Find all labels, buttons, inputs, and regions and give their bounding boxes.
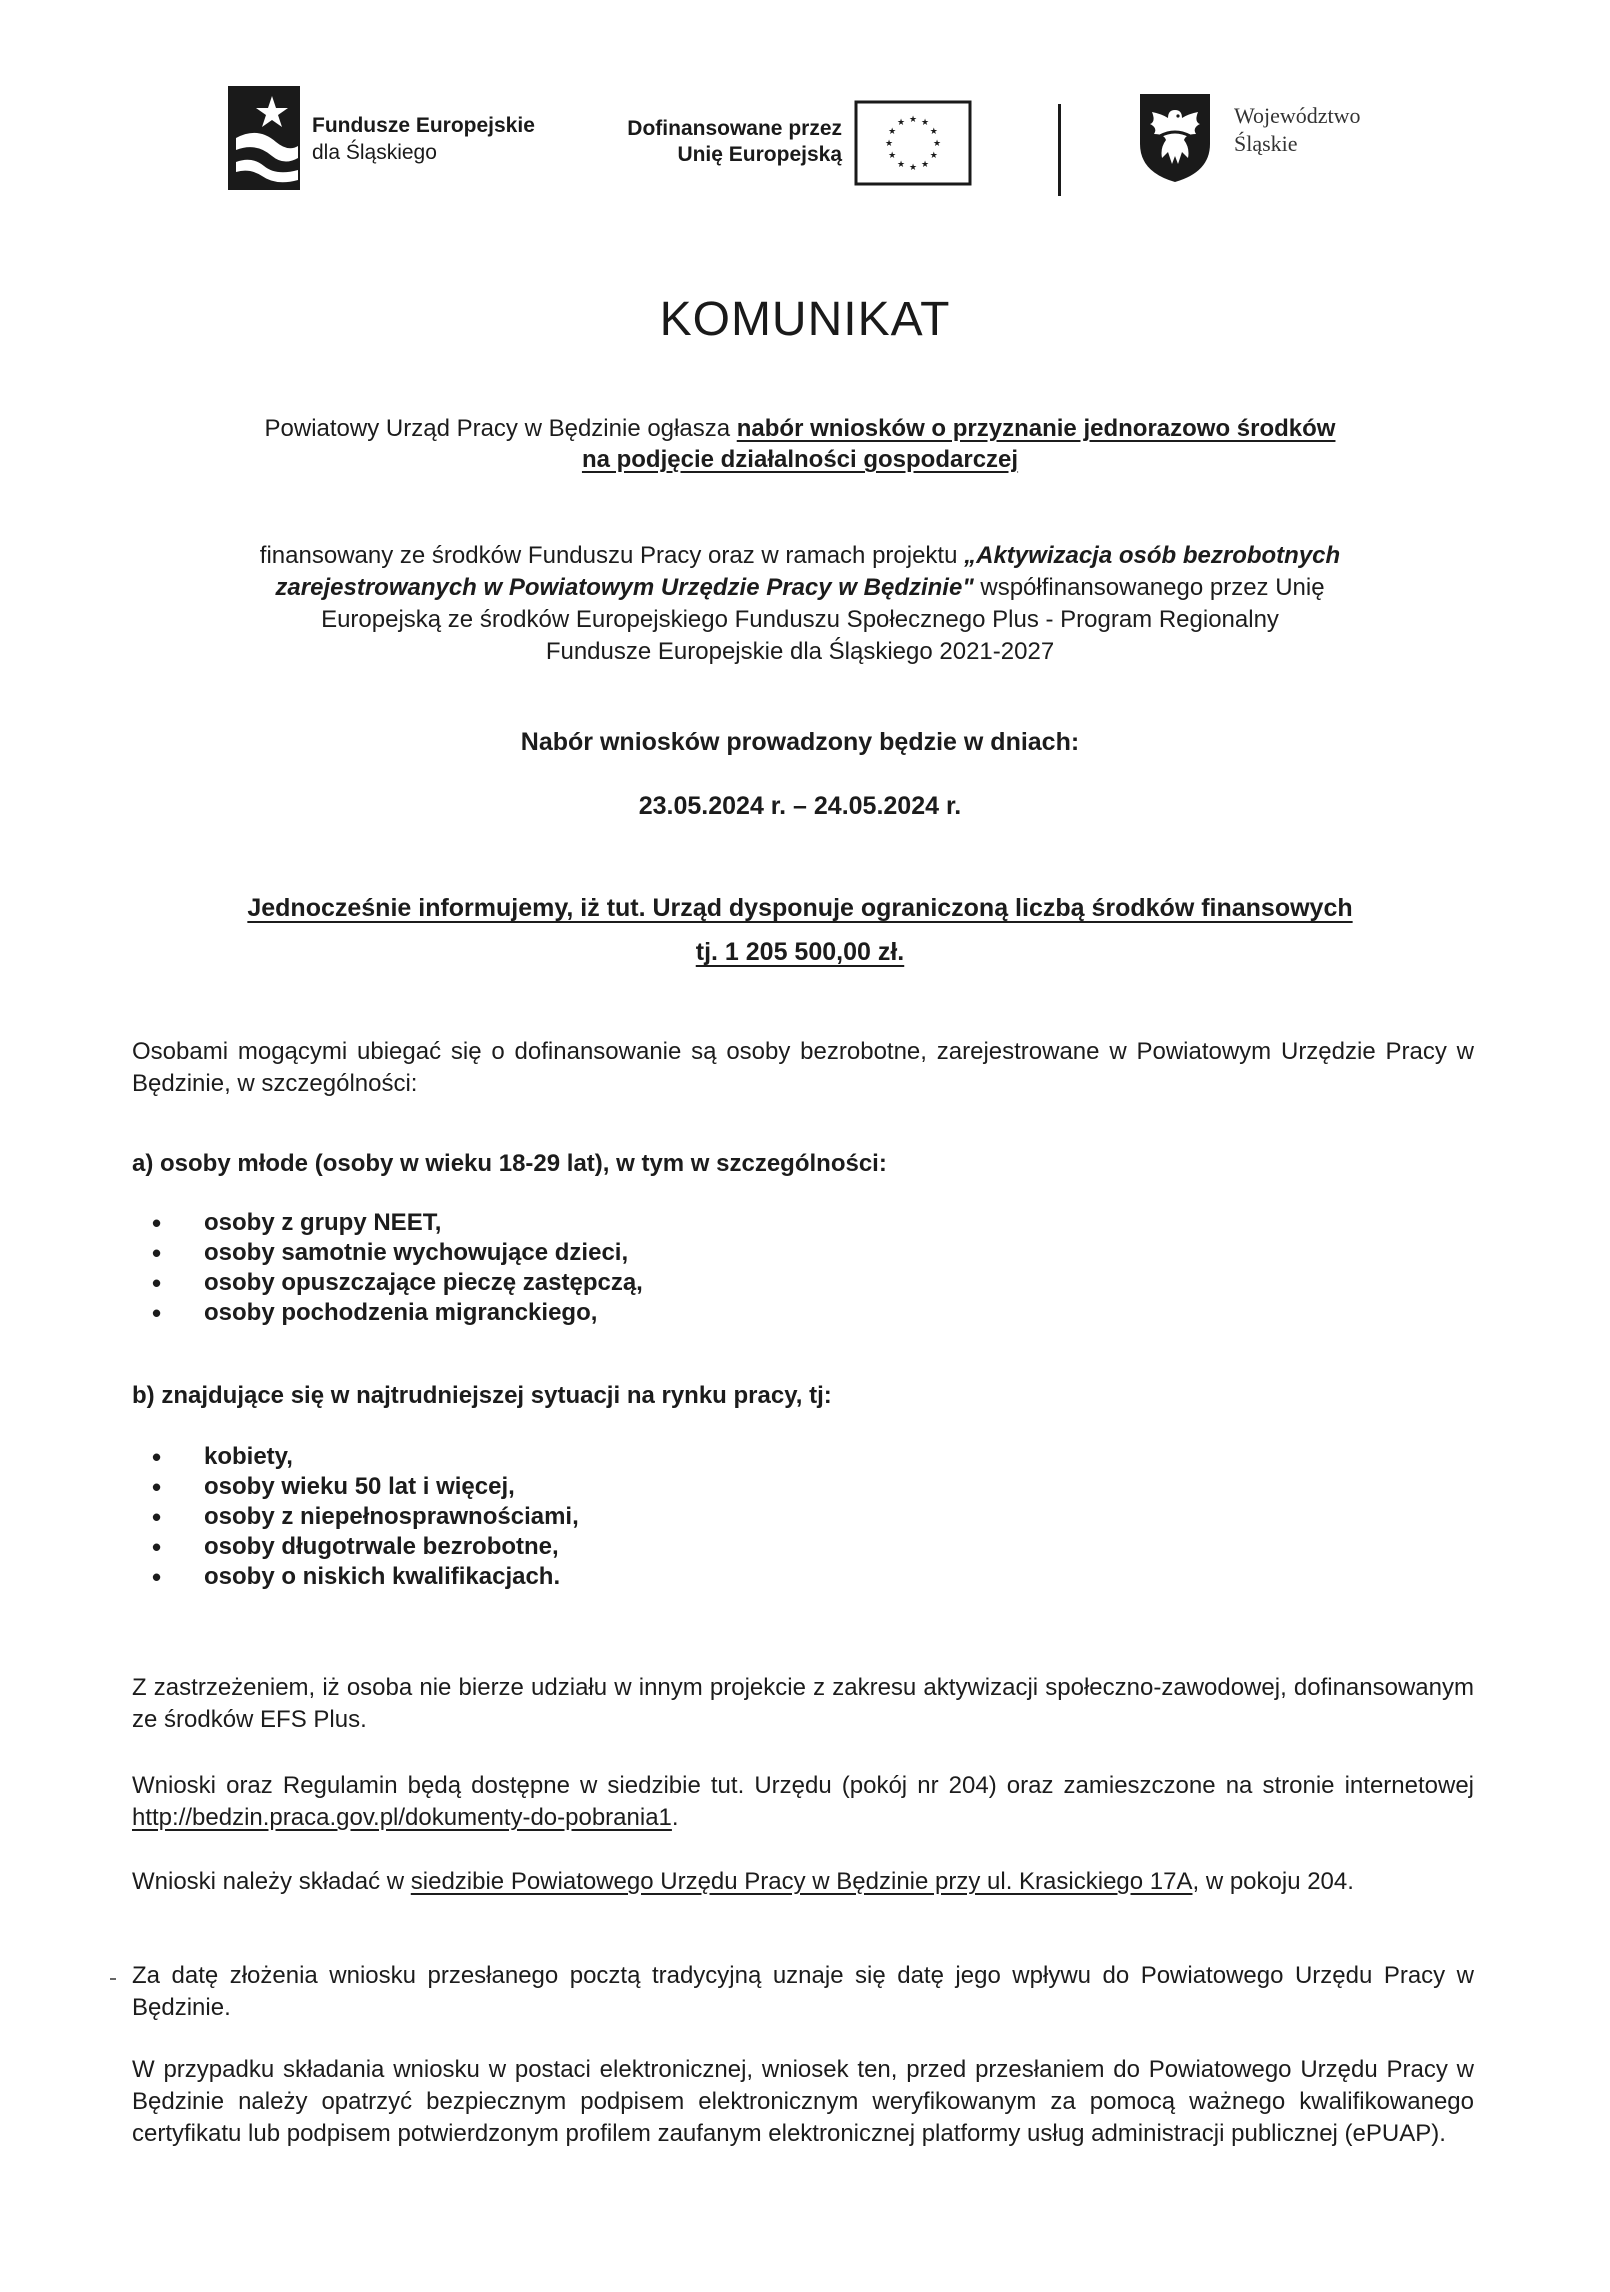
fe-star-logo-icon bbox=[228, 86, 300, 190]
eu-star-icon: ★ bbox=[888, 150, 897, 160]
eu-star-icon: ★ bbox=[929, 150, 938, 160]
list-item: • osoby pochodzenia migranckiego, bbox=[132, 1298, 643, 1328]
ue-line-1: Dofinansowane przez bbox=[627, 117, 842, 140]
eu-star-icon: ★ bbox=[884, 138, 894, 148]
project-name-1: „Aktywizacja osób bezrobotnych bbox=[964, 542, 1341, 569]
eu-star-icon: ★ bbox=[932, 138, 942, 148]
electronic-paragraph: W przypadku składania wniosku w postaci elektronicznej, wniosek ten, przed przesłaniem do Powiatowego Urzędu Pracy w Będzinie należy opatrzyć bezpiecznym podpisem elektronicznym weryfikowanym za pomocą ważnego kwalifikowanego certyfikatu lub podpisem potwierdzonym profilem zaufanym elektronicznej platformy usług administracji publicznej (ePUAP). bbox=[132, 2056, 1474, 2147]
funds-notice bbox=[130, 886, 1470, 974]
ue-logo-text bbox=[598, 116, 842, 168]
eu-star-icon: ★ bbox=[896, 117, 906, 128]
eu-star-icon: ★ bbox=[908, 114, 918, 124]
woj-logo-text bbox=[1234, 102, 1361, 158]
availability-lead: Wnioski oraz Regulamin będą dostępne w siedzibie tut. Urzędu (pokój nr 204) oraz zamieszczone na stronie internetowej bbox=[132, 1772, 1474, 1799]
financing-line-4: Fundusze Europejskie dla Śląskiego 2021-2027 bbox=[545, 638, 1055, 665]
list-item: • osoby wieku 50 lat i więcej, bbox=[132, 1472, 579, 1502]
project-name-2: zarejestrowanych w Powiatowym Urzędzie Pracy w Będzinie" bbox=[275, 574, 974, 601]
submission-tail: , w pokoju 204. bbox=[1192, 1868, 1354, 1895]
group-b-heading: b) znajdujące się w najtrudniejszej sytuacji na rynku pracy, tj: bbox=[132, 1382, 832, 1409]
eu-star-icon: ★ bbox=[896, 158, 906, 169]
list-item: • osoby samotnie wychowujące dzieci, bbox=[132, 1238, 643, 1268]
financing-line-3: Europejską ze środków Europejskiego Funduszu Społecznego Plus - Program Regionalny bbox=[321, 606, 1279, 633]
funds-line-2: tj. 1 205 500,00 zł. bbox=[695, 938, 905, 966]
scan-mark bbox=[110, 1978, 116, 1980]
header-divider bbox=[1058, 104, 1061, 196]
list-item: • osoby o niskich kwalifikacjach. bbox=[132, 1562, 579, 1592]
financing-part-1: finansowany ze środków Funduszu Pracy oraz w ramach projektu bbox=[259, 542, 965, 569]
list-item: • kobiety, bbox=[132, 1442, 579, 1472]
list-item: • osoby długotrwale bezrobotne, bbox=[132, 1532, 579, 1562]
group-b-list bbox=[132, 1442, 579, 1592]
eu-flag-icon bbox=[854, 100, 972, 186]
list-item: • osoby z niepełnosprawnościami, bbox=[132, 1502, 579, 1532]
woj-line-1: Województwo bbox=[1234, 103, 1361, 128]
financing-paragraph bbox=[130, 540, 1470, 668]
financing-part-2: współfinansowanego przez Unię bbox=[973, 574, 1325, 601]
woj-line-2: Śląskie bbox=[1234, 131, 1298, 156]
eu-star-icon: ★ bbox=[888, 126, 897, 136]
fe-line-1: Fundusze Europejskie bbox=[312, 114, 535, 137]
header-logos bbox=[228, 86, 1398, 196]
intro-highlight-2: na podjęcie działalności gospodarczej bbox=[581, 446, 1019, 473]
intro-highlight-1: nabór wniosków o przyznanie jednorazowo środków bbox=[736, 415, 1336, 442]
submission-paragraph bbox=[132, 1866, 1474, 1898]
fe-logo-text bbox=[312, 112, 535, 166]
recruitment-heading: Nabór wniosków prowadzony będzie w dniach: bbox=[520, 728, 1080, 756]
recruitment-dates: 23.05.2024 r. – 24.05.2024 r. bbox=[638, 792, 962, 820]
documents-link[interactable]: http://bedzin.praca.gov.pl/dokumenty-do-pobrania1 bbox=[132, 1804, 672, 1831]
eu-star-icon: ★ bbox=[920, 158, 930, 169]
intro-paragraph bbox=[130, 413, 1470, 475]
intro-lead: Powiatowy Urząd Pracy w Będzinie ogłasza bbox=[264, 415, 737, 442]
group-a-heading: a) osoby młode (osoby w wieku 18-29 lat), w tym w szczególności: bbox=[132, 1150, 887, 1177]
page-title: KOMUNIKAT bbox=[659, 293, 951, 346]
eu-star-icon: ★ bbox=[908, 162, 918, 172]
list-item: • osoby z grupy NEET, bbox=[132, 1208, 643, 1238]
availability-tail: . bbox=[671, 1804, 679, 1831]
eu-star-icon: ★ bbox=[929, 126, 938, 136]
reservation-paragraph: Z zastrzeżeniem, iż osoba nie bierze udziału w innym projekcie z zakresu aktywizacji społeczno-zawodowej, dofinansowanym ze środków EFS Plus. bbox=[132, 1674, 1474, 1733]
ue-line-2: Unię Europejską bbox=[677, 143, 842, 166]
eligibility-intro: Osobami mogącymi ubiegać się o dofinansowanie są osoby bezrobotne, zarejestrowane w Powiatowym Urzędzie Pracy w Będzinie, w szczególności: bbox=[132, 1038, 1474, 1097]
submission-place: siedzibie Powiatowego Urzędu Pracy w Będzinie przy ul. Krasickiego 17A bbox=[410, 1868, 1193, 1895]
fe-line-2: dla Śląskiego bbox=[312, 141, 437, 164]
list-item: • osoby opuszczające pieczę zastępczą, bbox=[132, 1268, 643, 1298]
availability-paragraph bbox=[132, 1770, 1474, 1834]
group-a-list bbox=[132, 1208, 643, 1328]
funds-line-1: Jednocześnie informujemy, iż tut. Urząd dysponuje ograniczoną liczbą środków finansowych bbox=[247, 894, 1353, 922]
submission-lead: Wnioski należy składać w bbox=[132, 1868, 411, 1895]
silesia-eagle-icon bbox=[1138, 92, 1212, 184]
eu-star-icon: ★ bbox=[920, 117, 930, 128]
postal-paragraph: Za datę złożenia wniosku przesłanego pocztą tradycyjną uznaje się datę jego wpływu do Powiatowego Urzędu Pracy w Będzinie. bbox=[132, 1962, 1474, 2021]
